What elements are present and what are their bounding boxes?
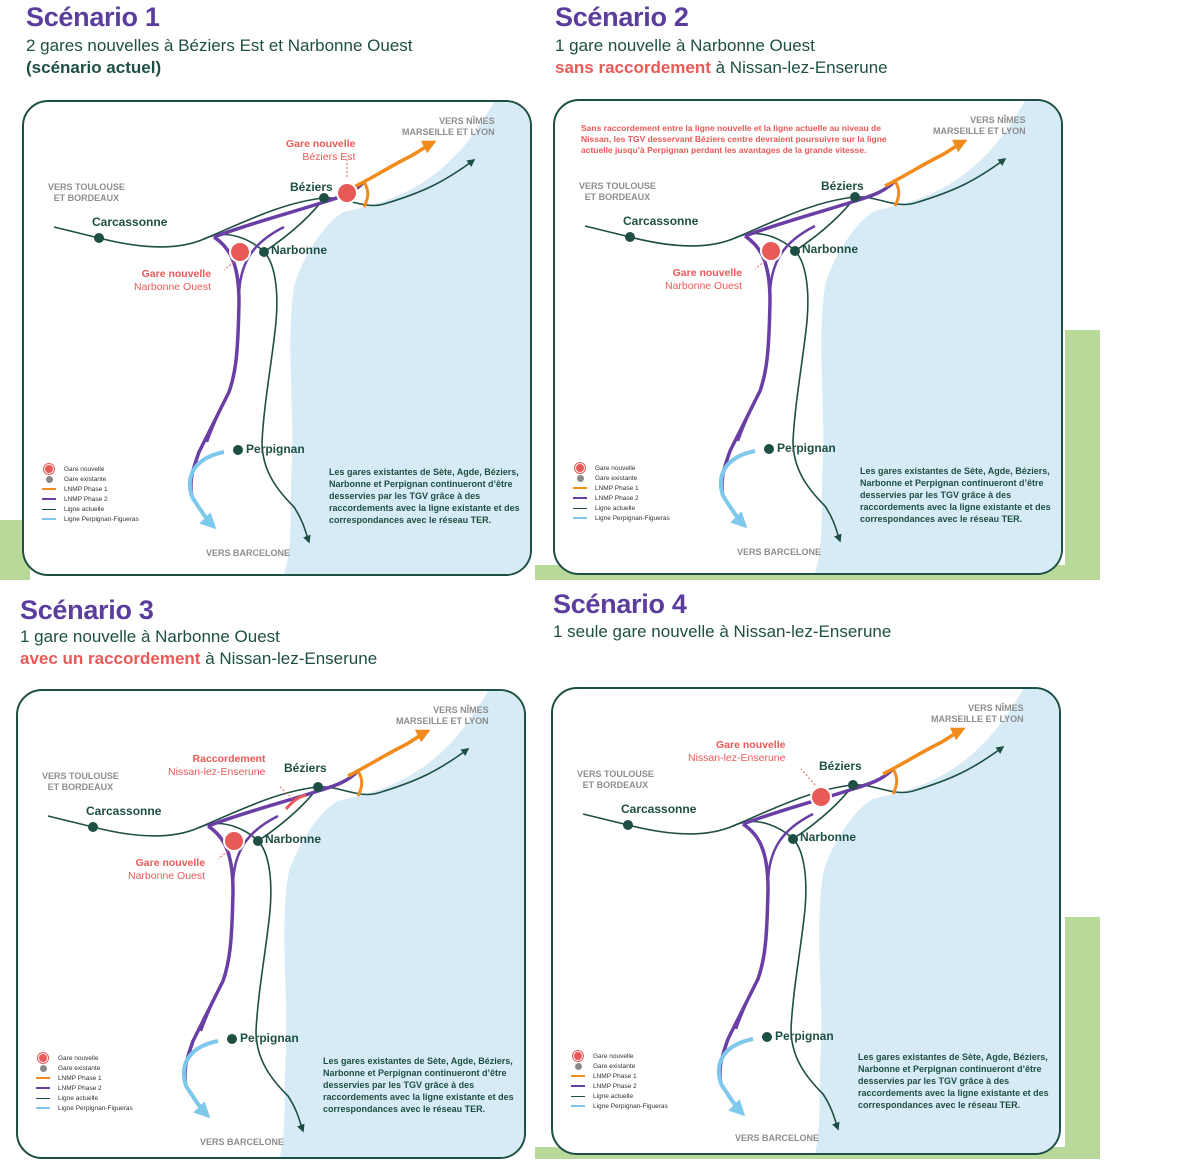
label-beziers: Béziers (290, 180, 333, 194)
existing-stations-note: Les gares existantes de Sète, Agde, Béziers, Narbonne et Perpignan continueront d’être desservies par les TGV grâce à des raccordements avec la ligne existante et des correspondances avec le réseau TER. (858, 1052, 1049, 1110)
new-station-icon (575, 463, 585, 473)
scenario-3-title: Scénario 3 (20, 595, 154, 625)
beziers-station (850, 192, 860, 202)
scenario-1-panel (0, 0, 600, 587)
label-perpignan: Perpignan (777, 441, 836, 455)
scenario-3-panel (0, 587, 600, 1174)
map-legend: Gare nouvelle Gare existante LNMP Phase 1 LNMP Phase 2 Ligne actuelle Ligne Perpignan-Figueras (571, 1051, 668, 1111)
direction-nimes: VERS NÎMES MARSEILLE ET LYON (931, 703, 1024, 724)
label-new-station-beziers-est: Gare nouvelle Béziers Est (286, 138, 356, 163)
direction-nimes: VERS NÎMES MARSEILLE ET LYON (396, 705, 489, 726)
label-beziers: Béziers (821, 179, 864, 193)
direction-toulouse: VERS TOULOUSE ET BORDEAUX (42, 771, 119, 792)
scenario-1-subtitle: 2 gares nouvelles à Béziers Est et Narbonne Ouest (26, 36, 413, 55)
phase1-branch (895, 181, 899, 206)
scenario-3-subtitle: 1 gare nouvelle à Narbonne Ouest (20, 627, 280, 646)
scenario-3-subtitle-2: avec un raccordement à Nissan-lez-Enserune (20, 649, 378, 668)
existing-station-icon (40, 1065, 47, 1072)
scenario-2-subtitle: 1 gare nouvelle à Narbonne Ouest (555, 36, 815, 55)
direction-toulouse: VERS TOULOUSE ET BORDEAUX (579, 181, 656, 202)
label-carcassonne: Carcassonne (86, 804, 162, 818)
new-station-icon (573, 1051, 583, 1061)
scenario-1-title: Scénario 1 (26, 2, 160, 32)
phase1-line (348, 731, 428, 776)
label-beziers: Béziers (819, 759, 862, 773)
label-new-station-narbonne-ouest: Gare nouvelle Narbonne Ouest (134, 268, 212, 293)
scenario-2-title: Scénario 2 (555, 2, 689, 32)
new-station-nissan (811, 787, 831, 807)
narbonne-station (259, 247, 269, 257)
label-beziers: Béziers (284, 761, 327, 775)
new-station-icon (38, 1053, 48, 1063)
carcassonne-station (623, 820, 633, 830)
phase1-line (883, 729, 963, 774)
label-carcassonne: Carcassonne (92, 215, 168, 229)
label-perpignan: Perpignan (775, 1029, 834, 1043)
direction-nimes: VERS NÎMES MARSEILLE ET LYON (402, 116, 495, 137)
scenario-4-title: Scénario 4 (553, 589, 687, 619)
label-narbonne: Narbonne (800, 830, 857, 844)
label-new-station-narbonne-ouest: Gare nouvelle Narbonne Ouest (665, 267, 743, 292)
beziers-station (313, 782, 323, 792)
new-station-narbonne-ouest (761, 241, 781, 261)
direction-toulouse: VERS TOULOUSE ET BORDEAUX (577, 769, 654, 790)
direction-barcelone: VERS BARCELONE (206, 548, 291, 558)
callout-dots (755, 261, 765, 269)
existing-stations-note: Les gares existantes de Sète, Agde, Béziers, Narbonne et Perpignan continueront d’être desservies par les TGV grâce à des raccordements avec la ligne existante et des correspondances avec le réseau TER. (323, 1056, 514, 1114)
label-perpignan: Perpignan (246, 442, 305, 456)
map-legend: Gare nouvelle Gare existante LNMP Phase 1 LNMP Phase 2 Ligne actuelle Ligne Perpignan-Figueras (36, 1053, 133, 1113)
narbonne-station (788, 834, 798, 844)
scenario-4-panel (535, 587, 1135, 1174)
new-station-narbonne-ouest (224, 831, 244, 851)
scenario-2-subtitle-2: sans raccordement à Nissan-lez-Enserune (555, 58, 888, 77)
existing-stations-note: Les gares existantes de Sète, Agde, Béziers, Narbonne et Perpignan continueront d’être desservies par les TGV grâce à des raccordements avec la ligne existante et des correspondances avec le réseau TER. (329, 467, 520, 525)
carcassonne-station (88, 822, 98, 832)
label-carcassonne: Carcassonne (621, 802, 697, 816)
label-carcassonne: Carcassonne (623, 214, 699, 228)
new-station-narbonne-ouest (230, 242, 250, 262)
existing-station-icon (46, 476, 53, 483)
narbonne-station (790, 246, 800, 256)
scenario-2-panel (535, 0, 1135, 587)
warning-text: Sans raccordement entre la ligne nouvelle et la ligne actuelle au niveau de Nissan, les TGV desservant Béziers centre devraient poursuivre sur la ligne actuelle jusqu’à Perpignan perdant les avantages de la grande vitesse. (581, 123, 887, 155)
phase1-line (354, 142, 434, 187)
perpignan-station (762, 1032, 772, 1042)
carcassonne-station (625, 232, 635, 242)
label-new-station-narbonne-ouest: Gare nouvelle Narbonne Ouest (128, 857, 206, 882)
map-legend: Gare nouvelle Gare existante LNMP Phase 1 LNMP Phase 2 Ligne actuelle Ligne Perpignan-Figueras (42, 464, 139, 524)
label-new-station-nissan: Gare nouvelle Nissan-lez-Enserune (688, 739, 786, 764)
label-raccordement-nissan: Raccordement Nissan-lez-Enserune (168, 753, 266, 778)
direction-nimes: VERS NÎMES MARSEILLE ET LYON (933, 115, 1026, 136)
direction-barcelone: VERS BARCELONE (735, 1133, 820, 1143)
beziers-station (319, 193, 329, 203)
scenario-4-map (551, 687, 1061, 1155)
scenario-1-subtitle-2: (scénario actuel) (26, 58, 162, 77)
perpignan-station (764, 444, 774, 454)
phase1-branch (364, 182, 368, 207)
direction-barcelone: VERS BARCELONE (737, 547, 822, 557)
new-station-icon (44, 464, 54, 474)
scenario-1-map (22, 100, 532, 576)
scenario-4-subtitle: 1 seule gare nouvelle à Nissan-lez-Enserune (553, 622, 892, 641)
direction-barcelone: VERS BARCELONE (200, 1137, 285, 1147)
direction-toulouse: VERS TOULOUSE ET BORDEAUX (48, 182, 125, 203)
label-narbonne: Narbonne (271, 243, 328, 257)
perpignan-station (233, 445, 243, 455)
existing-stations-note: Les gares existantes de Sète, Agde, Béziers, Narbonne et Perpignan continueront d’être desservies par les TGV grâce à des raccordements avec la ligne existante et des correspondances avec le réseau TER. (860, 466, 1051, 524)
map-legend: Gare nouvelle Gare existante LNMP Phase 1 LNMP Phase 2 Ligne actuelle Ligne Perpignan-Figueras (573, 463, 670, 523)
new-station-beziers-est (337, 183, 357, 203)
beziers-station (848, 780, 858, 790)
grass-decoration (1065, 917, 1100, 1157)
phase1-branch (358, 771, 362, 796)
label-narbonne: Narbonne (802, 242, 859, 256)
label-perpignan: Perpignan (240, 1031, 299, 1045)
perpignan-station (227, 1034, 237, 1044)
narbonne-station (253, 836, 263, 846)
grass-decoration (1065, 330, 1100, 580)
scenario-2-map (553, 99, 1063, 575)
scenario-3-map (16, 689, 526, 1159)
callout-dots (801, 769, 815, 785)
carcassonne-station (94, 233, 104, 243)
existing-station-icon (577, 475, 584, 482)
phase1-branch (893, 769, 897, 794)
label-narbonne: Narbonne (265, 832, 322, 846)
existing-station-icon (575, 1063, 582, 1070)
